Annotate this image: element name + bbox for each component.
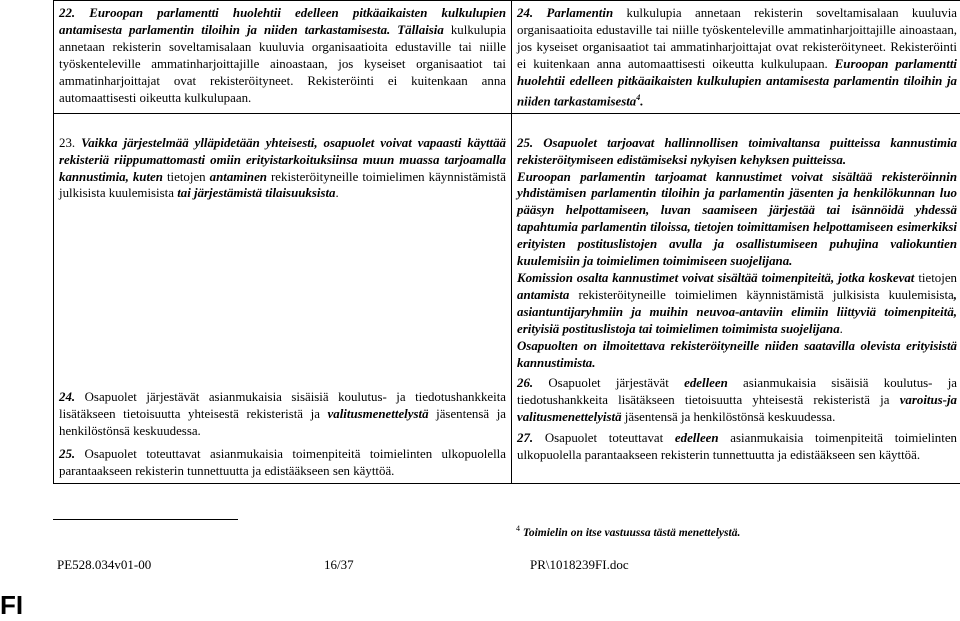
left-cell-paragraphs-23-25 bbox=[54, 113, 512, 483]
footnote-ref: 4 bbox=[636, 93, 640, 102]
paragraph-23: 23. Vaikka järjestelmää ylläpidetään yhteisesti, osapuolet voivat vapaasti käyttää rekisteriä riippumattomasti omiin erityistarkoituksiinsa muun muassa tarjoamalla kannustimia, kuten tietojen antaminen rekisteröityneille toimielimen käynnistämistä julkisista kuulemisista tai järjestämistä tilaisuuksista. bbox=[59, 135, 506, 203]
comparison-table bbox=[53, 0, 960, 484]
table-row bbox=[54, 1, 960, 114]
paragraph-27-amended: 27. Osapuolet toteuttavat edelleen asianmukaisia toimenpiteitä toimielinten ulkopuolella parantaakseen rekisterin tunnettuutta ja edistääkseen sen käyttöä. bbox=[517, 430, 957, 464]
language-code: FI bbox=[0, 590, 23, 621]
paragraph-24-amended: 24. Parlamentin kulkulupia annetaan rekisterin soveltamisalaan kuuluvia organisaatioita edustaville tai niille työskenteleville ammatinharjoittajille ainoastaan, jos kyseiset organisaatiot tai ammatinharjoittajat ovat rekisteröityneet. Rekisteröinti ei kuitenkaan anna automaattisesti oikeutta kulkulupaan. Euroopan parlamentti huolehtii edelleen pitkäaikaisten kulkulupien antamisesta parlamentin tiloihin ja niiden tarkastamisesta$^4$. bbox=[517, 5, 957, 110]
paragraph-24: 24. Osapuolet järjestävät asianmukaisia sisäisiä koulutus- ja tiedotushankkeita lisätäkseen tietoisuutta yhteisestä rekisteristä ja valitusmenettelystä jäsentensä ja henkilöstönsä keskuudessa. bbox=[59, 389, 506, 440]
footnote-text: Toimielin on itse vastuussa tästä menettelystä. bbox=[523, 527, 740, 539]
left-cell-paragraph-22 bbox=[54, 1, 512, 114]
footnote bbox=[516, 524, 740, 539]
footnote-number: 4 bbox=[516, 524, 520, 533]
right-cell-paragraph-24 bbox=[512, 1, 960, 114]
table-row bbox=[54, 113, 960, 483]
right-cell-paragraphs-25-27 bbox=[512, 113, 960, 483]
page-number: 16/37 bbox=[324, 557, 354, 573]
paragraph-22: 22. Euroopan parlamentti huolehtii edelleen pitkäaikaisten kulkulupien antamisesta parlamentin tiloihin ja niiden tarkastamisesta. Tällaisia kulkulupia annetaan rekisterin soveltamisalaan kuuluvia organisaatioita edustaville tai niille työskenteleville ammatinharjoittajille ainoastaan, jos kyseiset organisaatiot tai ammatinharjoittajat ovat rekisteröityneet. Rekisteröinti ei kuitenkaan anna automaattisesti oikeutta kulkulupaan. bbox=[59, 5, 506, 106]
footnote-separator bbox=[53, 519, 238, 520]
paragraph-25: 25. Osapuolet toteuttavat asianmukaisia toimenpiteitä toimielinten ulkopuolella parantaakseen rekisterin tunnettuutta ja edistääkseen sen käyttöä. bbox=[59, 446, 506, 480]
file-reference: PR\1018239FI.doc bbox=[530, 557, 629, 573]
document-code: PE528.034v01-00 bbox=[57, 557, 151, 573]
paragraph-26-amended: 26. Osapuolet järjestävät edelleen asianmukaisia sisäisiä koulutus- ja tiedotushankkeita lisätäkseen tietoisuutta yhteisestä rekisteristä ja varoitus-ja valitusmenettelyistä jäsentensä ja henkilöstönsä keskuudessa. bbox=[517, 375, 957, 426]
paragraph-25-amended: 25. Osapuolet tarjoavat hallinnollisen toimivaltansa puitteissa kannustimia rekisteröitymiseen edistämiseksi nykyisen kehyksen puitteissa. Euroopan parlamentin tarjoamat kannustimet voivat sisältää rekisteröinnin yhdistämisen parlamentin tiloihin ja parlamentin jäsenten ja henkilökunnan luo pääsyn helpottamiseen, luvan saamiseen järjestää tai isännöidä yhdessä tapahtumia parlamentin tiloissa, tietojen toimittamisen helpottamiseen esimerkiksi erityisten postituslistojen avulla ja osallistumiseen puhujina valiokuntien kuulemisiin ja toimielimen toimimiseen suojelijana. Komission osalta kannustimet voivat sisältää toimenpiteitä, jotka koskevat tietojen antamista rekisteröityneille toimielimen käynnistämistä julkisista kuulemisista, asiantuntijaryhmiin ja muihin neuvoa-antaviin elimiin liittyviä toimenpiteitä, erityisiä postituslistoja tai toimielimen toimimista suojelijana. Osapuolten on ilmoitettava rekisteröityneille niiden saatavilla olevista erityisistä kannustimista. bbox=[517, 135, 957, 372]
